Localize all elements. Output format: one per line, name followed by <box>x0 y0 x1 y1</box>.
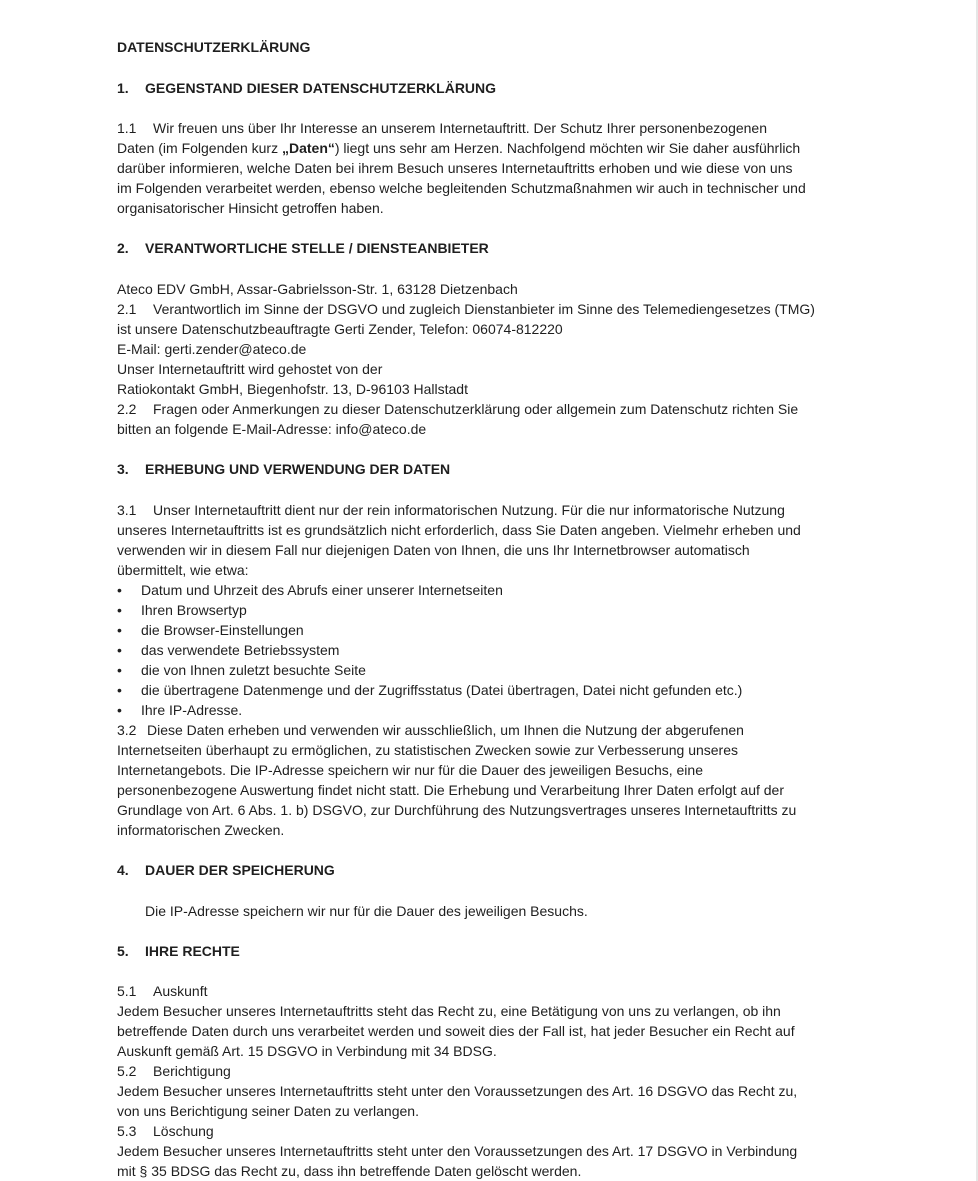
text-line: Fragen oder Anmerkungen zu dieser Datenschutzerklärung oder allgemein zum Datenschutz richten Sie <box>153 401 799 417</box>
right-title: Löschung <box>153 1123 214 1139</box>
right-title: Auskunft <box>153 983 208 999</box>
paragraph-1-1-line <box>117 118 767 138</box>
bullet: • <box>117 682 122 698</box>
paragraph-3-1-line: übermittelt, wie etwa: <box>117 562 249 578</box>
paragraph-3-1-line: verwenden wir in diesem Fall nur diejenigen Daten von Ihnen, die uns Ihr Internetbrowser automatisch <box>117 542 750 558</box>
bullet: • <box>117 582 122 598</box>
right-title: Berichtigung <box>153 1063 231 1079</box>
paragraph-3-2-line: Grundlage von Art. 6 Abs. 1. b) DSGVO, zur Durchführung des Nutzungsvertrages unseres Internetauftritts zu <box>117 802 797 818</box>
right-5-1-heading <box>117 981 207 1001</box>
list-item-text: Datum und Uhrzeit des Abrufs einer unserer Internetseiten <box>141 582 503 598</box>
section-title: GEGENSTAND DIESER DATENSCHUTZERKLÄRUNG <box>145 80 497 96</box>
section-number: 4. <box>117 862 129 878</box>
text-line: Verantwortlich im Sinne der DSGVO und zugleich Dienstanbieter im Sinne des Telemediengesetzes (TMG) <box>153 301 815 317</box>
bold-term: „Daten“ <box>281 140 335 156</box>
section-1-heading <box>117 78 496 98</box>
paragraph-1-1-line: im Folgenden verarbeitet werden, ebenso welche begleitenden Schutzmaßnahmen wir auch in technischer und <box>117 180 806 196</box>
paragraph-2-1-line: ist unsere Datenschutzbeauftragte Gerti Zender, Telefon: 06074-812220 <box>117 321 563 337</box>
paragraph-2-2-line <box>117 399 798 419</box>
section-number: 1. <box>117 80 129 96</box>
right-5-1-line: Auskunft gemäß Art. 15 DSGVO in Verbindung mit 34 BDSG. <box>117 1043 497 1059</box>
paragraph-3-1-line: unseres Internetauftritts ist es grundsätzlich nicht erforderlich, dass Sie Daten angeben. Vielmehr erheben und <box>117 522 801 538</box>
hoster-address: Ratiokontakt GmbH, Biegenhofstr. 13, D-96103 Hallstadt <box>117 381 468 397</box>
paragraph-1-1-line: darüber informieren, welche Daten bei ihrem Besuch unseres Internetauftritts erhoben und wie diese von uns <box>117 160 793 176</box>
section-title: ERHEBUNG UND VERWENDUNG DER DATEN <box>145 461 451 477</box>
paragraph-3-2-line: Internetangebots. Die IP-Adresse speichern wir nur für die Dauer des jeweiligen Besuchs, eine <box>117 762 703 778</box>
list-item-text: die von Ihnen zuletzt besuchte Seite <box>141 662 366 678</box>
paragraph-3-2-line: personenbezogene Auswertung findet nicht statt. Die Erhebung und Verarbeitung Ihrer Daten erfolgt auf der <box>117 782 784 798</box>
text-line: Unser Internetauftritt dient nur der rein informatorischen Nutzung. Für die nur informatorische Nutzung <box>153 502 785 518</box>
list-item <box>117 700 242 720</box>
bullet: • <box>117 642 122 658</box>
bullet: • <box>117 622 122 638</box>
paragraph-number: 3.1 <box>117 502 137 518</box>
bullet: • <box>117 602 122 618</box>
paragraph-number: 3.2 <box>117 722 137 738</box>
right-5-2-line: Jedem Besucher unseres Internetauftritts steht unter den Voraussetzungen des Art. 16 DSGVO das Recht zu, <box>117 1083 798 1099</box>
list-item-text: die Browser-Einstellungen <box>141 622 304 638</box>
list-item-text: die übertragene Datenmenge und der Zugriffsstatus (Datei übertragen, Datei nicht gefunden etc.) <box>141 682 743 698</box>
right-5-2-line: von uns Berichtigung seiner Daten zu verlangen. <box>117 1103 419 1119</box>
text-line: Diese Daten erheben und verwenden wir ausschließlich, um Ihnen die Nutzung der abgerufenen <box>147 722 744 738</box>
section-number: 2. <box>117 240 129 256</box>
paragraph-number: 5.1 <box>117 983 137 999</box>
right-5-3-line: mit § 35 BDSG das Recht zu, dass ihn betreffende Daten gelöscht werden. <box>117 1163 582 1179</box>
section-2-heading <box>117 238 489 258</box>
hosting-line: Unser Internetauftritt wird gehostet von der <box>117 361 383 377</box>
email-line: E-Mail: gerti.zender@ateco.de <box>117 341 307 357</box>
bullet: • <box>117 662 122 678</box>
paragraph-number: 5.3 <box>117 1123 137 1139</box>
section-number: 5. <box>117 943 129 959</box>
paragraph-3-2-line <box>117 720 744 740</box>
text-fragment: Daten (im Folgenden kurz <box>117 140 282 156</box>
paragraph-3-2-line: informatorischen Zwecken. <box>117 822 285 838</box>
section-3-heading <box>117 459 450 479</box>
text-line: Wir freuen uns über Ihr Interesse an unserem Internetauftritt. Der Schutz Ihrer personenbezogenen <box>153 120 767 136</box>
bullet: • <box>117 702 122 718</box>
section-4-heading <box>117 860 335 880</box>
list-item <box>117 660 366 680</box>
section-title: IHRE RECHTE <box>145 943 240 959</box>
section-title: DAUER DER SPEICHERUNG <box>145 862 335 878</box>
paragraph-2-2-line: bitten an folgende E-Mail-Adresse: info@ateco.de <box>117 421 427 437</box>
section-title: VERANTWORTLICHE STELLE / DIENSTEANBIETER <box>145 240 489 256</box>
section-5-heading <box>117 941 240 961</box>
paragraph-1-1-line: organisatorischer Hinsicht getroffen haben. <box>117 200 384 216</box>
paragraph-2-1-line <box>117 299 815 319</box>
right-5-3-heading <box>117 1121 214 1141</box>
list-item-text: Ihren Browsertyp <box>141 602 247 618</box>
paragraph-1-1-line <box>117 138 800 158</box>
list-item <box>117 580 503 600</box>
paragraph-number: 2.1 <box>117 301 137 317</box>
text-fragment: ) liegt uns sehr am Herzen. Nachfolgend möchten wir Sie daher ausführlich <box>334 140 801 156</box>
paragraph-number: 1.1 <box>117 120 137 136</box>
list-item <box>117 640 339 660</box>
right-5-2-heading <box>117 1061 231 1081</box>
document-title: DATENSCHUTZERKLÄRUNG <box>117 39 311 55</box>
list-item-text: das verwendete Betriebssystem <box>141 642 340 658</box>
list-item <box>117 680 742 700</box>
paragraph-number: 5.2 <box>117 1063 137 1079</box>
paragraph-3-1-line <box>117 500 785 520</box>
list-item-text: Ihre IP-Adresse. <box>141 702 243 718</box>
company-address: Ateco EDV GmbH, Assar-Gabrielsson-Str. 1, 63128 Dietzenbach <box>117 281 518 297</box>
list-item <box>117 620 304 640</box>
right-5-1-line: Jedem Besucher unseres Internetauftritts steht das Recht zu, eine Betätigung von uns zu verlangen, ob ihn <box>117 1003 781 1019</box>
paragraph-number: 2.2 <box>117 401 137 417</box>
paragraph-3-2-line: Internetseiten überhaupt zu ermöglichen, zu statistischen Zwecken sowie zur Verbesserung unseres <box>117 742 739 758</box>
section-number: 3. <box>117 461 129 477</box>
right-5-3-line: Jedem Besucher unseres Internetauftritts steht unter den Voraussetzungen des Art. 17 DSGVO in Verbindung <box>117 1143 798 1159</box>
section-4-text: Die IP-Adresse speichern wir nur für die Dauer des jeweiligen Besuchs. <box>145 903 588 919</box>
list-item <box>117 600 247 620</box>
right-5-1-line: betreffende Daten durch uns verarbeitet werden und soweit dies der Fall ist, hat jeder Besucher ein Recht auf <box>117 1023 795 1039</box>
